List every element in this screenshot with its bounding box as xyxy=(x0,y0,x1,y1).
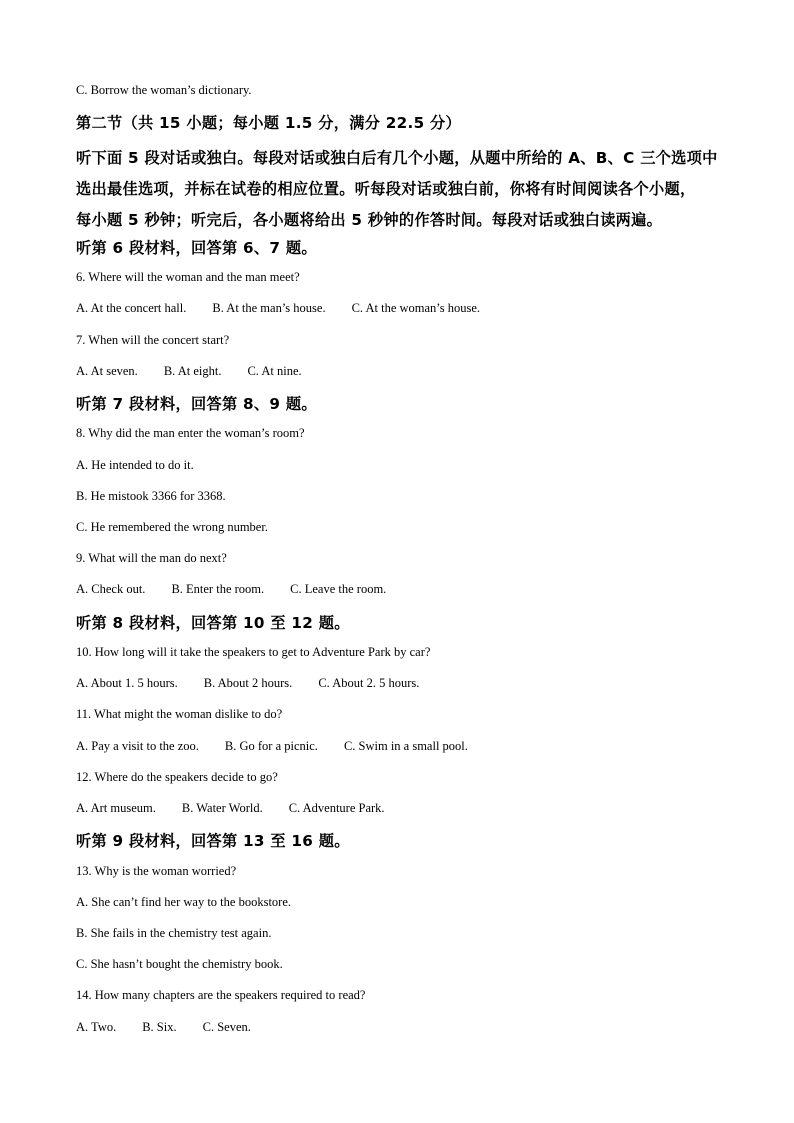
options-row xyxy=(76,1017,736,1037)
option: B. Water World. xyxy=(181,801,263,815)
instruction-line: 每小题 5 秒钟；听完后，各小题将给出 5 秒钟的作答时间。每段对话或独白读两遍。 xyxy=(76,210,663,229)
material-heading: 听第 9 段材料，回答第 13 至 16 题。 xyxy=(76,832,350,851)
material-heading: 听第 8 段材料，回答第 10 至 12 题。 xyxy=(76,613,350,632)
option: B. At the man’s house. xyxy=(212,301,326,316)
section-title: 第二节（共 15 小题；每小题 1.5 分，满分 22.5 分） xyxy=(76,114,462,133)
question: 10. How long will it take the speakers to get to Adventure Park by car? xyxy=(76,645,431,660)
options-row xyxy=(76,673,736,693)
option: A. Pay a visit to the zoo. xyxy=(76,738,199,753)
option: C. About 2. 5 hours. xyxy=(318,676,420,691)
option: C. Adventure Park. xyxy=(288,801,385,815)
option: B. At eight. xyxy=(163,363,222,378)
option: C. At the woman’s house. xyxy=(351,301,481,316)
question: 8. Why did the man enter the woman’s room? xyxy=(76,426,305,441)
option-line: C. He remembered the wrong number. xyxy=(76,520,268,534)
option-line: C. Borrow the woman’s dictionary. xyxy=(76,83,252,97)
option: C. At nine. xyxy=(247,363,302,378)
instruction-line: 选出最佳选项，并标在试卷的相应位置。听每段对话或独白前，你将有时间阅读各个小题， xyxy=(76,179,696,198)
option: B. Enter the room. xyxy=(171,582,265,597)
question: 13. Why is the woman worried? xyxy=(76,863,237,878)
document-page xyxy=(76,80,736,1048)
option: B. Six. xyxy=(142,1019,177,1034)
options-row xyxy=(76,579,736,599)
option: C. Swim in a small pool. xyxy=(343,738,468,753)
option: A. At the concert hall. xyxy=(76,301,187,316)
options-row xyxy=(76,298,736,318)
option-line: A. He intended to do it. xyxy=(76,457,194,472)
option: C. Seven. xyxy=(202,1019,251,1034)
material-heading: 听第 7 段材料，回答第 8、9 题。 xyxy=(76,394,317,413)
option-line: B. He mistook 3366 for 3368. xyxy=(76,488,226,503)
option-line: C. She hasn’t bought the chemistry book. xyxy=(76,957,283,972)
question: 6. Where will the woman and the man meet? xyxy=(76,270,300,285)
option: C. Leave the room. xyxy=(290,582,387,597)
options-row xyxy=(76,736,736,756)
option: A. Two. xyxy=(76,1019,117,1034)
question: 7. When will the concert start? xyxy=(76,332,230,347)
option-line: B. She fails in the chemistry test again. xyxy=(76,926,272,941)
material-heading: 听第 6 段材料，回答第 6、7 题。 xyxy=(76,238,317,257)
option: A. Art museum. xyxy=(76,801,156,815)
option: A. About 1. 5 hours. xyxy=(76,676,178,691)
options-row xyxy=(76,798,736,818)
option: A. Check out. xyxy=(76,582,146,597)
question: 9. What will the man do next? xyxy=(76,551,227,566)
instructions-paragraph xyxy=(76,143,736,236)
option-line: A. She can’t find her way to the bookstore. xyxy=(76,894,291,909)
option: A. At seven. xyxy=(76,363,138,378)
options-row xyxy=(76,361,736,381)
question: 14. How many chapters are the speakers required to read? xyxy=(76,988,366,1003)
question: 12. Where do the speakers decide to go? xyxy=(76,769,278,784)
option: B. About 2 hours. xyxy=(203,676,293,691)
option: B. Go for a picnic. xyxy=(224,738,318,753)
question: 11. What might the woman dislike to do? xyxy=(76,707,283,722)
instruction-line: 听下面 5 段对话或独白。每段对话或独白后有几个小题，从题中所给的 A、B、C 三个选项中 xyxy=(76,148,718,167)
